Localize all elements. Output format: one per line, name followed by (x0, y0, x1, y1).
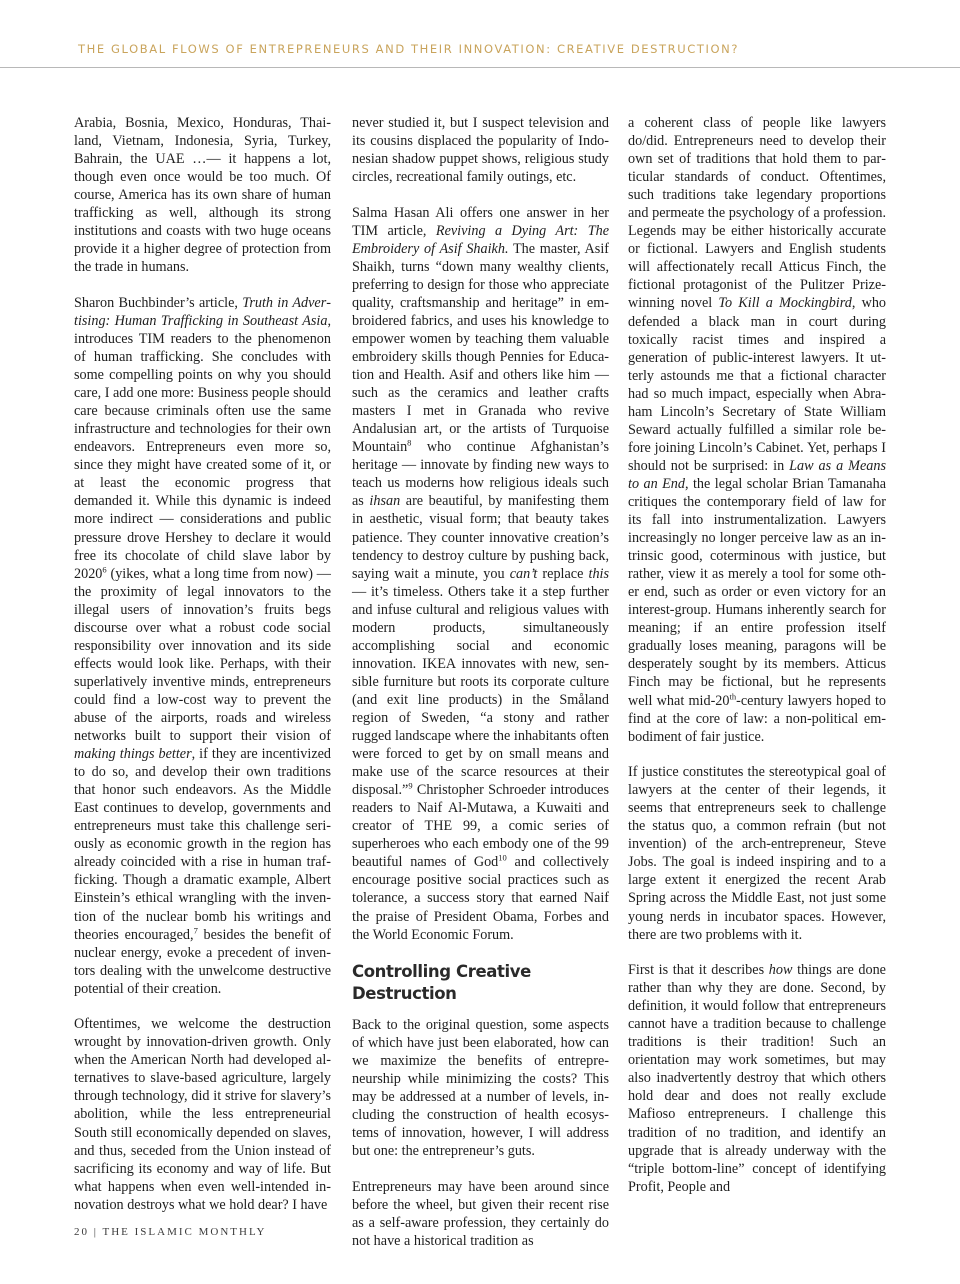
col2-p2-text-c: who continue Afghanistan’s heritage — innovate by finding new ways to teach us moderns how religious ideals such as (352, 439, 609, 510)
col1-paragraph-2 (74, 294, 331, 998)
footnote-ref-10: 10 (498, 852, 507, 863)
column-2 (352, 114, 609, 1268)
footnote-ref-8: 8 (407, 437, 412, 448)
column-3 (628, 114, 886, 1213)
page-footer: 20 | THE ISLAMIC MONTHLY (74, 1226, 267, 1238)
col3-p3-text-a: First is that it describes (628, 962, 769, 979)
emphasis-this: this (588, 565, 610, 582)
col3-p1-text-c: , the legal scholar Brian Tamanaha critiques the contemporary field of law for its fall into instrumentalization. Lawyers increasingly no longer perceive law as an intrinsic good, coterminous with justice, but rather, view it as merely a tool for some other end, such as order or even victory for an interest-group. Humans inherently search for meaning; if an entire profession itself gradually loses meaning, paragons will be desperately sought by its members. Atticus Finch may be fictional, but he represents well what mid-20 (628, 475, 886, 709)
section-heading-controlling-creative-destruction: Controlling Creative Destruction (352, 962, 531, 1004)
emphasis-how: how (768, 962, 793, 979)
col2-paragraph-2 (352, 204, 609, 944)
emphasis-making-things-better: making things better (74, 746, 192, 763)
col3-p1-text-a: a coherent class of people like lawyers do/did. Entrepreneurs need to develop their own set of traditions that hold them to particular standards of conduct. Oftentimes, such traditions take legendary proportions and permeate the psychology of a profession. Legends may be either historically accurate or fictional. Lawyers and English students will affectionately recall Atticus Finch, the fictional protagonist of the Pulitzer Prize-winning novel (628, 115, 886, 312)
book-title-law-as-a-means: Law as a Means to an End (628, 457, 886, 492)
col3-p3-text-b: things are done rather than why they are done. Second, by definition, it would follow that entrepreneurs cannot have a tradition because to challenge traditions is their tradition! Such an orientation may work sometimes, but may also inadvertently destroy that which others hold dear and does not really exclude Mafioso entrepreneurs. I challenge this tradition of no tradition, and identify an upgrade that is already underway with the “triple bottom-line” concept of identifying Profit, People and (628, 962, 886, 1195)
article-title-reviving-a-dying-art: Reviving a Dying Art: The Embroidery of Asif Shaikh. (352, 222, 609, 257)
col2-p2-text-d: are beautiful, by manifesting them in aesthetic, visual form; that beauty takes patience. They counter innovative creation’s tendency to destroy culture by pushing back, saying wait a minute, you (352, 493, 609, 582)
ordinal-suffix-th: th (729, 690, 737, 701)
col2-p2-text-a: Salma Hasan Ali offers one answer in her TIM article, (352, 204, 609, 239)
col1-p2-text-d: , if they are incentivized to do so, and develop their own traditions that honor such endeavors. As the Middle East continues to develop, governments and entrepreneurs must take this challenge seriously as economic growth in the region has already coincided with a rise in human trafficking. Though a dramatic example, Albert Einstein’s ethical wrangling with the invention of the nuclear bomb his writings and theories encouraged, (74, 746, 332, 943)
emphasis-cant: can’t (509, 565, 538, 582)
col2-p2-text-g: Christopher Schroeder introduces readers to Naif Al-Mutawa, a Kuwaiti and creator of THE 99, a comic series of superheroes who each embody one of the 99 beautiful names of God (352, 782, 609, 871)
col2-p2-text-e: replace (537, 565, 589, 582)
col1-paragraph-3: Oftentimes, we welcome the destruction wrought by innovation-driven growth. Only when the American North had developed alternatives to slave-based agriculture, largely through technology, did it strive for slavery’s abolition, while the less entrepreneurial South still economically depended on slaves, and thus, seceded from the Union instead of sacrificing its economy and way of life. But what happens when even well-intended innovation destroys what we hold dear? I have (74, 1016, 331, 1213)
col1-p2-text-a: Sharon Buchbinder’s article, (74, 294, 243, 311)
col3-paragraph-1 (628, 114, 886, 746)
col1-p2-text-b: , introduces TIM readers to the phenomenon of human trafficking. She concludes with some compelling points on why you should care, I add one more: Business people should care because criminals often use the same infrastructure and technologies for their own endeavors. Entrepreneurs even more so, since they might have created some of it, or at least the economic progress that demanded it. While this dynamic is indeed more indirect — considerations and public pressure drove Hershey to declare it would free its chocolate of child slave labor by 2020 (74, 312, 331, 582)
col2-paragraph-4: Entrepreneurs may have been around since before the wheel, but given their recent rise as a self-aware profession, they certainly do not have a historical tradition as (352, 1178, 609, 1250)
book-title-to-kill-a-mockingbird: To Kill a Mockingbird (718, 295, 852, 312)
col2-p2-text-b: The master, Asif Shaikh, turns “down many wealthy clients, preferring to design for those who appreciate quality, craftsmanship and heritage” in embroidered fabrics, and uses his knowledge to empower women by teaching them valuable embroidery skills though Pennies for Education and Health. Asif and others like him — such as the ceramics and leather crafts masters I met in Granada who revive Andalusian art, or the artists of Turquoise Mountain (352, 240, 609, 456)
col3-p1-text-d: -century lawyers hoped to find at the core of law: a non-political embodiment of fair justice. (628, 692, 886, 745)
footnote-ref-9: 9 (408, 780, 413, 791)
footnote-ref-6: 6 (102, 563, 107, 574)
col2-paragraph-3: Back to the original question, some aspects of which have just been elaborated, how can we maximize the benefits of entrepreneurship while minimizing the costs? This may be addressed at a number of levels, including the construction of health ecosystems of innovation, however, I will address but one: the entrepreneur’s guts. (352, 1017, 609, 1160)
col3-p1-text-b: , who defended a black man in court during toxically racist times and inspired a generation of public-interest lawyers. It utterly astounds me that a fictional character had so much impact, especially when Abraham Lincoln’s Secretary of State William Seward actually fulfilled a similar role before joining Lincoln’s Cabinet. Yet, perhaps I should not be surprised: in (628, 295, 887, 474)
header-divider (0, 67, 960, 68)
col3-paragraph-2: If justice constitutes the stereotypical goal of lawyers at the center of their legends, it seems that entrepreneurs seek to challenge the status quo, a common refrain (but not invention) of the arch-entrepreneur, Steve Jobs. The goal is indeed inspiring and to a large extent it energized the recent Arab Spring across the Middle East, not just some young nerds in incubator spaces. However, there are two problems with it. (628, 764, 886, 943)
col2-paragraph-1: never studied it, but I suspect television and its cousins displaced the popularity of Indonesian shadow puppet shows, religious study circles, recreational family outings, etc. (352, 115, 609, 186)
col1-p2-text-e: besides the benefit of nuclear energy, evoke a precedent of inventors dealing with the unwelcome destructive potential of their creation. (74, 926, 331, 997)
emphasis-ihsan: ihsan (369, 493, 401, 510)
article-title-truth-in-advertising: Truth in Advertising: Human Trafficking in Southeast Asia (74, 294, 331, 329)
col2-p2-text-f: — it’s timeless. Others take it a step further and infuse cultural and religious values with modern products, simultaneously accomplishing social and economic innovation. IKEA innovates with new, sensible furniture but roots its corporate culture (and exit line products) in the Småland region of Sweden, “a stony and rather rugged landscape where the inhabitants often were forced to get by on small means and make use of the scarce resources at their disposal.” (352, 583, 609, 799)
col1-p2-text-c: (yikes, what a long time from now) — the proximity of legal innovators to the illegal users of innovation’s fruits begs discourse over what a robust code social responsibility over innovation and its side effects would look like. Perhaps, with their superlatively inventive minds, entrepreneurs could find a low-cost way to prevent the abuse of the airports, roads and wireless networks built to support their vision of (74, 565, 331, 745)
col1-paragraph-1: Arabia, Bosnia, Mexico, Honduras, Thailand, Vietnam, Indonesia, Syria, Turkey, Bahrain, the UAE …— it happens a lot, though even once would be too much. Of course, America has its own share of human trafficking as well, although its strong institutions and coasts with two huge oceans provide it a higher degree of protection from the trade in humans. (74, 115, 331, 276)
running-header-title: THE GLOBAL FLOWS OF ENTREPRENEURS AND THEIR INNOVATION: CREATIVE DESTRUCTION? (78, 42, 740, 56)
column-1 (74, 114, 331, 1231)
footnote-ref-7: 7 (193, 924, 198, 935)
col2-p2-text-h: and collectively encourage positive social practices such as tolerance, a success story that earned Naif the praise of President Obama, Forbes and the World Economic Forum. (352, 854, 609, 943)
col3-paragraph-3 (628, 961, 886, 1196)
